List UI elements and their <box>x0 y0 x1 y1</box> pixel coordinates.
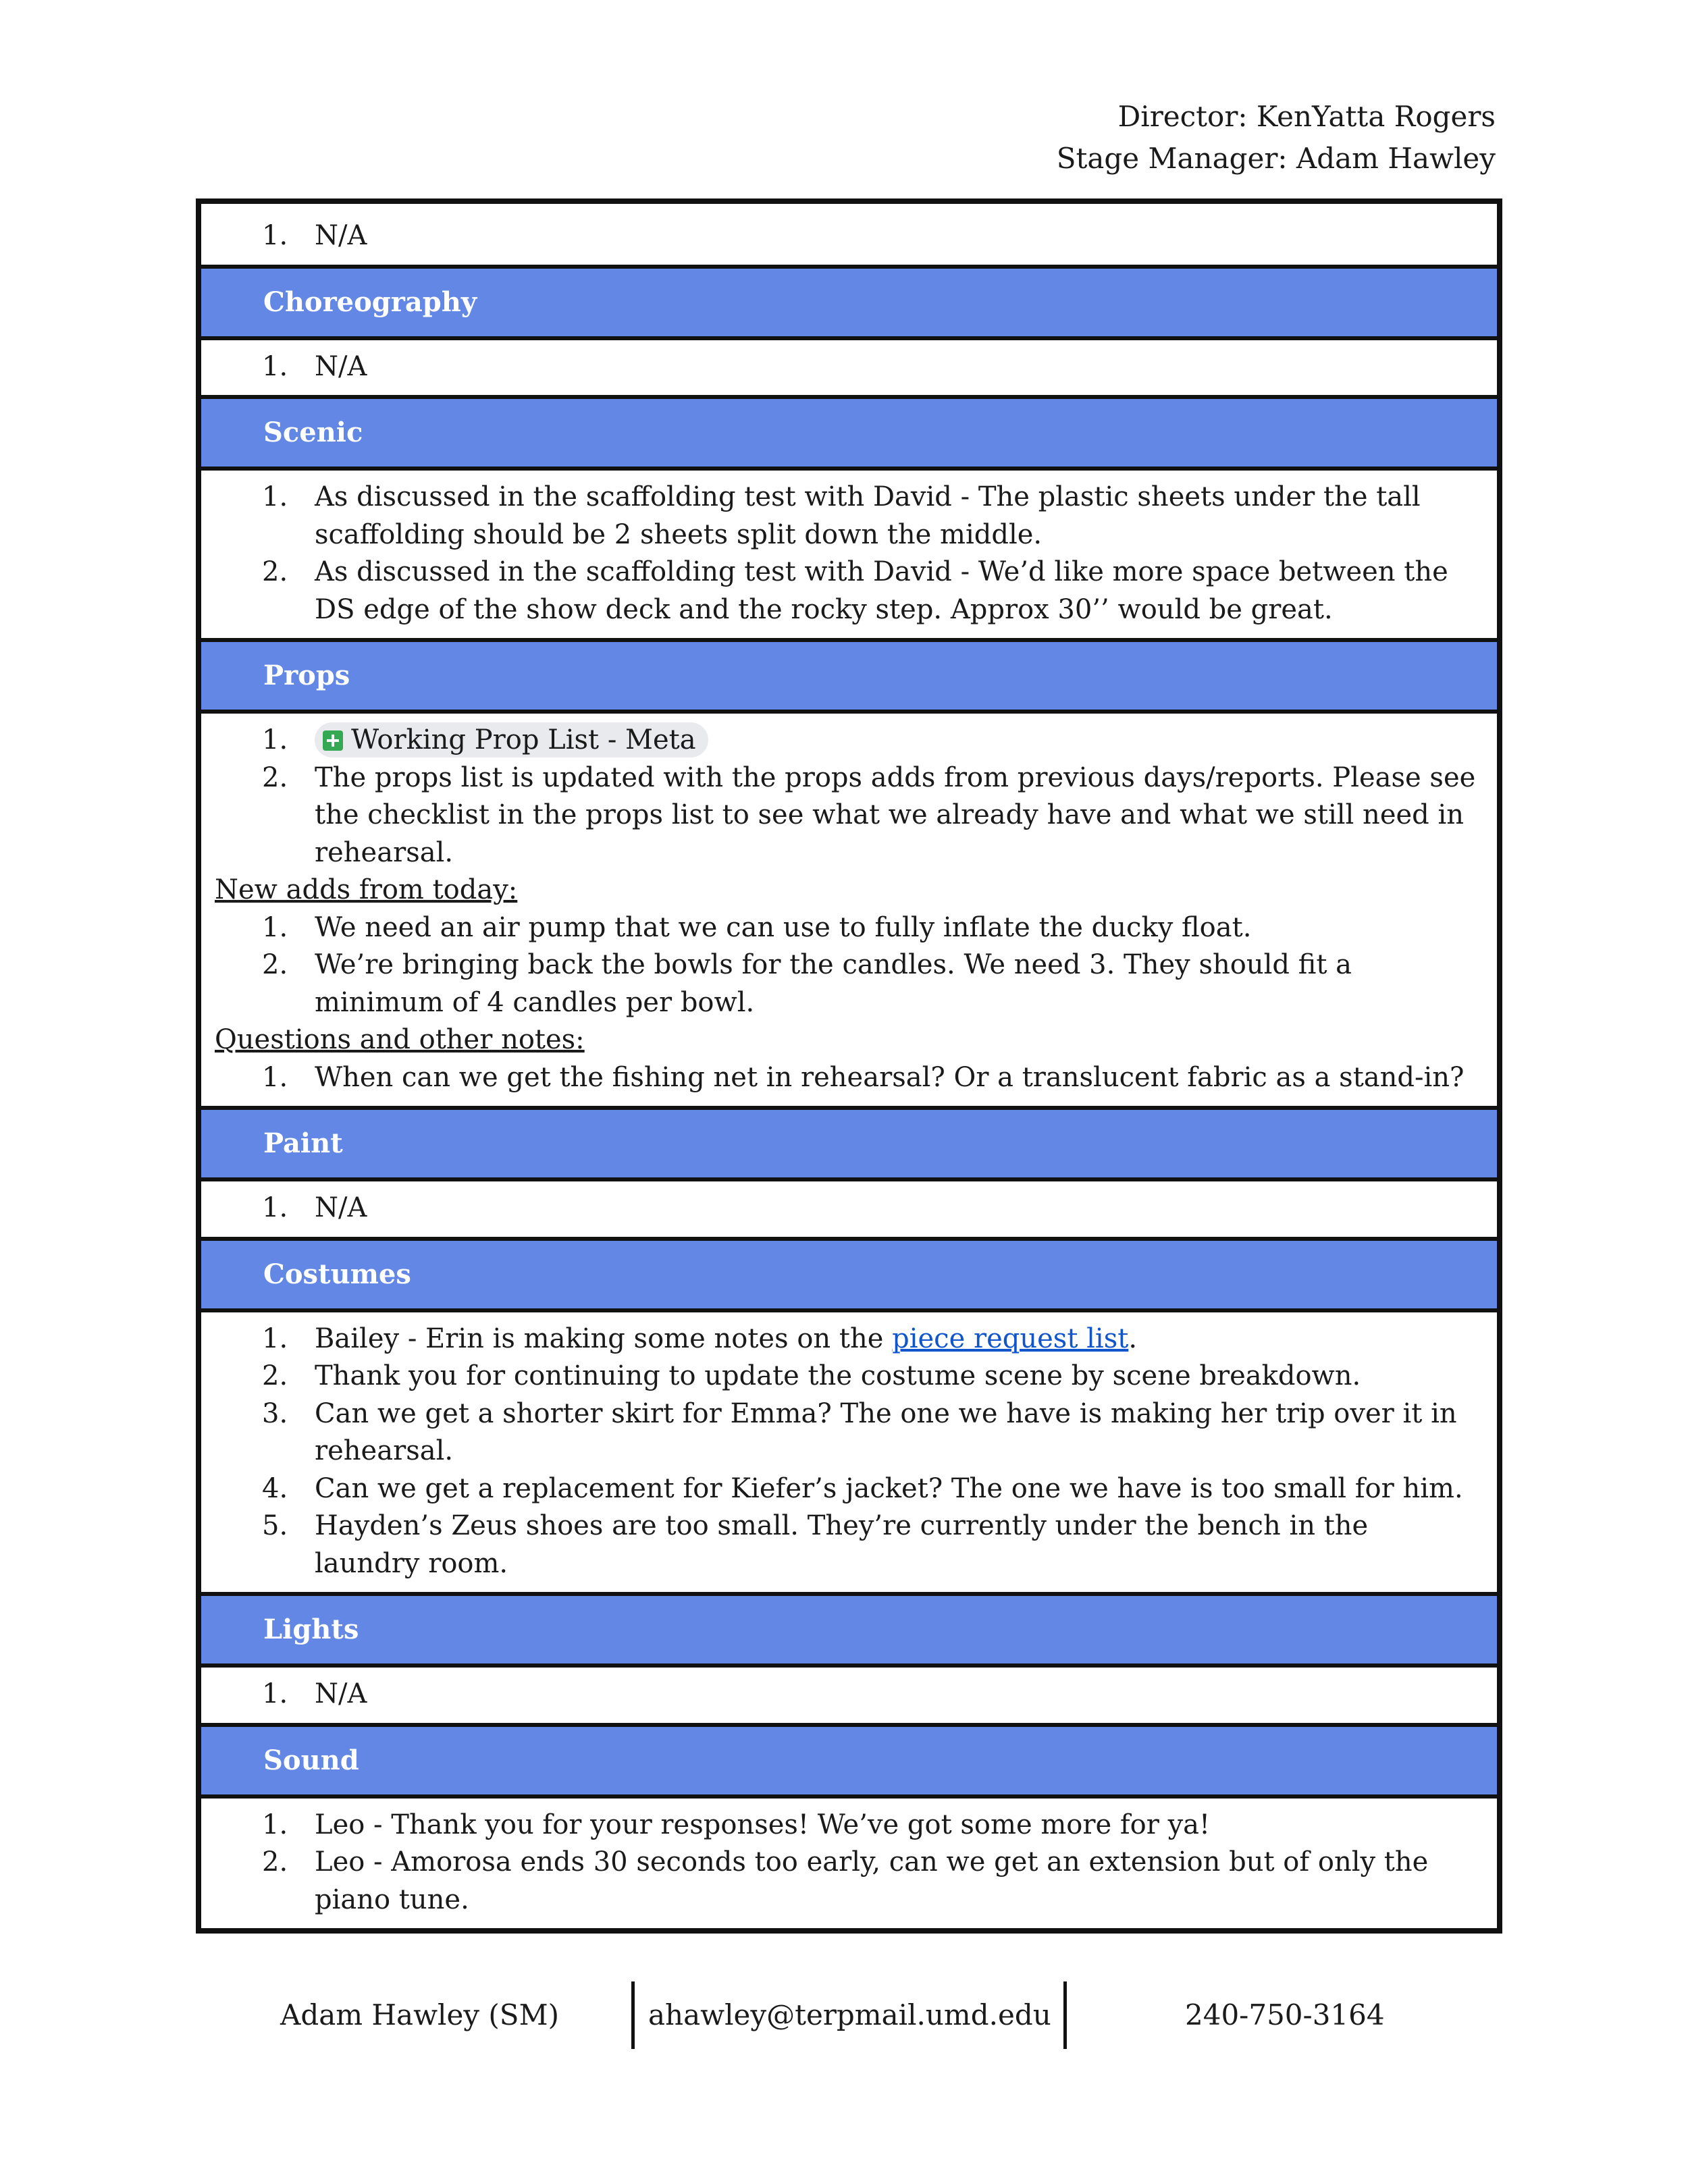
section-body-scenic <box>201 471 1497 638</box>
list-item <box>215 722 1480 760</box>
list-number: 4. <box>262 1472 288 1504</box>
section-body-sound <box>201 1799 1497 1929</box>
list-number: 1. <box>262 724 288 755</box>
section-header-lights: Lights <box>201 1592 1497 1668</box>
contact-footer <box>0 1981 1688 2049</box>
new-adds-heading: New adds from today: <box>215 874 518 905</box>
report-header <box>1057 96 1496 180</box>
list-number: 2. <box>262 949 288 980</box>
list-number: 1. <box>262 220 288 251</box>
top-section-body <box>201 204 1497 265</box>
questions-list <box>215 1059 1480 1097</box>
list-item: 1. N/A <box>215 348 1480 386</box>
section-header-paint: Paint <box>201 1106 1497 1181</box>
list-item: 1. N/A <box>215 1676 1480 1713</box>
list-item: 2. Thank you for continuing to update the costume scene by scene breakdown. <box>215 1358 1480 1395</box>
new-adds-list <box>215 909 1480 1022</box>
list-number: 1. <box>262 911 288 943</box>
section-header-costumes: Costumes <box>201 1237 1497 1312</box>
section-body-choreography <box>201 340 1497 396</box>
list-item: 1. N/A <box>215 217 1480 255</box>
list-number: 1. <box>262 1678 288 1709</box>
list-item: 3. Can we get a shorter skirt for Emma? The one we have is making her trip over it in rehearsal. <box>215 1395 1480 1470</box>
section-header-sound: Sound <box>201 1723 1497 1799</box>
list-item: 1. Leo - Thank you for your responses! We’ve got some more for ya! <box>215 1807 1480 1844</box>
section-header-scenic: Scenic <box>201 395 1497 471</box>
list-number: 2. <box>262 556 288 587</box>
footer-divider <box>1063 1981 1067 2049</box>
list-item: 1. When can we get the fishing net in rehearsal? Or a translucent fabric as a stand-in? <box>215 1059 1480 1097</box>
piece-request-list-link[interactable]: piece request list <box>892 1323 1129 1354</box>
list-item: 5. Hayden’s Zeus shoes are too small. They’re currently under the bench in the laundry room. <box>215 1508 1480 1582</box>
prop-list-chip-label: Working Prop List - Meta <box>351 724 696 755</box>
stage-manager-line: Stage Manager: Adam Hawley <box>1056 142 1496 175</box>
sound-list <box>215 1807 1480 1919</box>
list-number: 3. <box>262 1397 288 1429</box>
list-item: 1. N/A <box>215 1190 1480 1227</box>
list-number: 2. <box>262 762 288 793</box>
scenic-list <box>215 479 1480 629</box>
list-item: 2. We’re bringing back the bowls for the candles. We need 3. They should fit a minimum of 4 candles per bowl. <box>215 947 1480 1021</box>
list-item: 2. Leo - Amorosa ends 30 seconds too early, can we get an extension but of only the piano tune. <box>215 1844 1480 1919</box>
footer-email[interactable]: ahawley@terpmail.umd.edu <box>648 1998 1051 2031</box>
google-sheets-icon <box>323 730 343 751</box>
footer-divider <box>631 1981 635 2049</box>
section-body-lights <box>201 1668 1497 1723</box>
list-number: 1. <box>262 1061 288 1093</box>
costumes-list <box>215 1321 1480 1583</box>
props-list <box>215 722 1480 872</box>
list-item: 4. Can we get a replacement for Kiefer’s jacket? The one we have is too small for him. <box>215 1470 1480 1508</box>
list-number: 1. <box>262 481 288 512</box>
list-item: 1. Bailey - Erin is making some notes on the piece request list. <box>215 1321 1480 1358</box>
lights-list <box>215 1676 1480 1713</box>
section-body-paint <box>201 1181 1497 1237</box>
questions-heading: Questions and other notes: <box>215 1024 585 1055</box>
list-item: 1. We need an air pump that we can use to fully inflate the ducky float. <box>215 909 1480 947</box>
list-item: 1. As discussed in the scaffolding test with David - The plastic sheets under the tall scaffolding should be 2 sheets split down the middle. <box>215 479 1480 554</box>
list-number: 1. <box>262 1809 288 1840</box>
list-number: 2. <box>262 1360 288 1391</box>
section-body-costumes <box>201 1312 1497 1593</box>
section-header-props: Props <box>201 638 1497 714</box>
list-number: 1. <box>262 350 288 382</box>
director-line: Director: KenYatta Rogers <box>1117 100 1496 133</box>
list-number: 2. <box>262 1846 288 1877</box>
list-number: 5. <box>262 1510 288 1541</box>
choreography-list <box>215 348 1480 386</box>
top-list <box>215 217 1480 255</box>
section-body-props <box>201 714 1497 1106</box>
footer-name: Adam Hawley (SM) <box>280 1998 559 2031</box>
paint-list <box>215 1190 1480 1227</box>
section-header-choreography: Choreography <box>201 265 1497 340</box>
list-item: 2. The props list is updated with the props adds from previous days/reports. Please see the checklist in the props list to see what we already have and what we still need in rehearsal. <box>215 760 1480 872</box>
report-table <box>196 198 1502 1934</box>
footer-phone[interactable]: 240-750-3164 <box>1185 1998 1385 2031</box>
list-item: 2. As discussed in the scaffolding test with David - We’d like more space between the DS edge of the show deck and the rocky step. Approx 30’’ would be great. <box>215 554 1480 629</box>
list-number: 1. <box>262 1192 288 1223</box>
list-number: 1. <box>262 1323 288 1354</box>
prop-list-file-chip[interactable] <box>315 722 708 757</box>
